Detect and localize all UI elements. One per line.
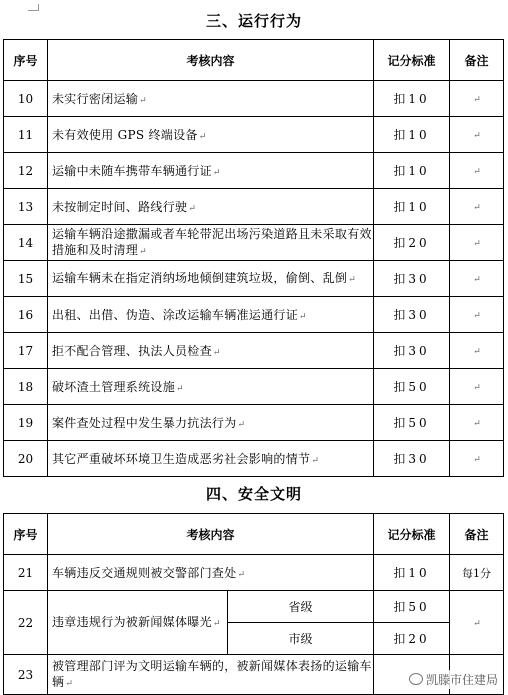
row-no: 13 — [4, 189, 48, 225]
table-row — [4, 333, 504, 369]
row-no: 23 — [4, 655, 48, 695]
row-score: 扣30 — [374, 333, 450, 369]
row-no: 14 — [4, 225, 48, 261]
header-content: 考核内容 — [48, 514, 374, 555]
row-note: ↵ — [450, 261, 504, 297]
row-content: 未有效使用 GPS 终端设备↵ — [48, 117, 374, 153]
table-row — [4, 405, 504, 441]
row-note: 每1分 — [450, 555, 504, 591]
wechat-icon — [409, 673, 423, 685]
row-score: 扣10 — [374, 153, 450, 189]
table-row — [4, 297, 504, 333]
header-note: 备注 — [450, 514, 504, 555]
row-content: 运输车辆未在指定消纳场地倾倒建筑垃圾，偷倒、乱倒↵ — [48, 261, 374, 297]
row-score: 扣10 — [374, 189, 450, 225]
row-score: 扣20 — [374, 225, 450, 261]
row-note: ↵ — [450, 333, 504, 369]
row-level: 市级 — [228, 623, 374, 655]
row-no: 21 — [4, 555, 48, 591]
header-no: 序号 — [4, 40, 48, 81]
row-content: 其它严重破坏环境卫生造成恶劣社会影响的情节↵ — [48, 441, 374, 477]
table-row — [4, 153, 504, 189]
row-note: ↵ — [450, 591, 504, 655]
table-header-row — [4, 514, 504, 555]
row-score: 扣10 — [374, 81, 450, 117]
header-note: 备注 — [450, 40, 504, 81]
row-content: 违章违规行为被新闻媒体曝光↵ — [48, 591, 228, 655]
row-score: 扣20 — [374, 623, 450, 655]
row-content: 运输中未随车携带车辆通行证↵ — [48, 153, 374, 189]
table-row — [4, 261, 504, 297]
row-no: 17 — [4, 333, 48, 369]
row-no: 11 — [4, 117, 48, 153]
row-note: ↵ — [450, 297, 504, 333]
row-note: ↵ — [450, 117, 504, 153]
row-content: 破坏渣土管理系统设施↵ — [48, 369, 374, 405]
row-content: 未按制定时间、路线行驶↵ — [48, 189, 374, 225]
watermark: 凯滕市住建局 — [407, 670, 500, 689]
table-row — [4, 555, 504, 591]
row-note: ↵ — [450, 189, 504, 225]
row-score: 扣10 — [374, 117, 450, 153]
row-no: 10 — [4, 81, 48, 117]
section-title-safety: 四、安全文明 — [205, 485, 302, 503]
row-note: ↵ — [450, 225, 504, 261]
row-no: 18 — [4, 369, 48, 405]
row-content: 拒不配合管理、执法人员检查↵ — [48, 333, 374, 369]
row-score: 扣30 — [374, 261, 450, 297]
table-header-row — [4, 40, 504, 81]
row-no: 22 — [4, 591, 48, 655]
row-score: 扣50 — [374, 405, 450, 441]
row-content: 车辆违反交通规则被交警部门查处↵ — [48, 555, 374, 591]
safety-civility-table — [3, 513, 504, 695]
header-score: 记分标准 — [374, 40, 450, 81]
row-no: 20 — [4, 441, 48, 477]
row-score: 扣30 — [374, 441, 450, 477]
row-note: ↵ — [450, 369, 504, 405]
row-score: 扣10 — [374, 555, 450, 591]
header-content: 考核内容 — [48, 40, 374, 81]
table-row — [4, 189, 504, 225]
row-no: 12 — [4, 153, 48, 189]
table-row — [4, 225, 504, 261]
row-note: ↵ — [450, 441, 504, 477]
row-note: ↵ — [450, 405, 504, 441]
table-row — [4, 441, 504, 477]
header-no: 序号 — [4, 514, 48, 555]
row-note: ↵ — [450, 81, 504, 117]
row-score: 扣30 — [374, 297, 450, 333]
row-note: ↵ — [450, 153, 504, 189]
table-row — [4, 369, 504, 405]
row-no: 19 — [4, 405, 48, 441]
row-score: 扣50 — [374, 369, 450, 405]
row-level: 省级 — [228, 591, 374, 623]
header-score: 记分标准 — [374, 514, 450, 555]
operation-behavior-table — [3, 39, 504, 477]
row-content: 被管理部门评为文明运输车辆的，被新闻媒体表扬的运输车辆↵ — [48, 655, 374, 695]
table-row — [4, 81, 504, 117]
section-title-operation: 三、运行行为 — [205, 12, 302, 30]
row-no: 16 — [4, 297, 48, 333]
row-content: 未实行密闭运输↵ — [48, 81, 374, 117]
row-content: 出租、出借、伪造、涂改运输车辆准运通行证↵ — [48, 297, 374, 333]
row-no: 15 — [4, 261, 48, 297]
row-score: 扣50 — [374, 591, 450, 623]
row-content: 案件查处过程中发生暴力抗法行为↵ — [48, 405, 374, 441]
table-row — [4, 117, 504, 153]
row-content: 运输车辆沿途撒漏或者车轮带泥出场污染道路且未采取有效措施和及时清理↵ — [48, 225, 374, 261]
table-row — [4, 591, 504, 623]
